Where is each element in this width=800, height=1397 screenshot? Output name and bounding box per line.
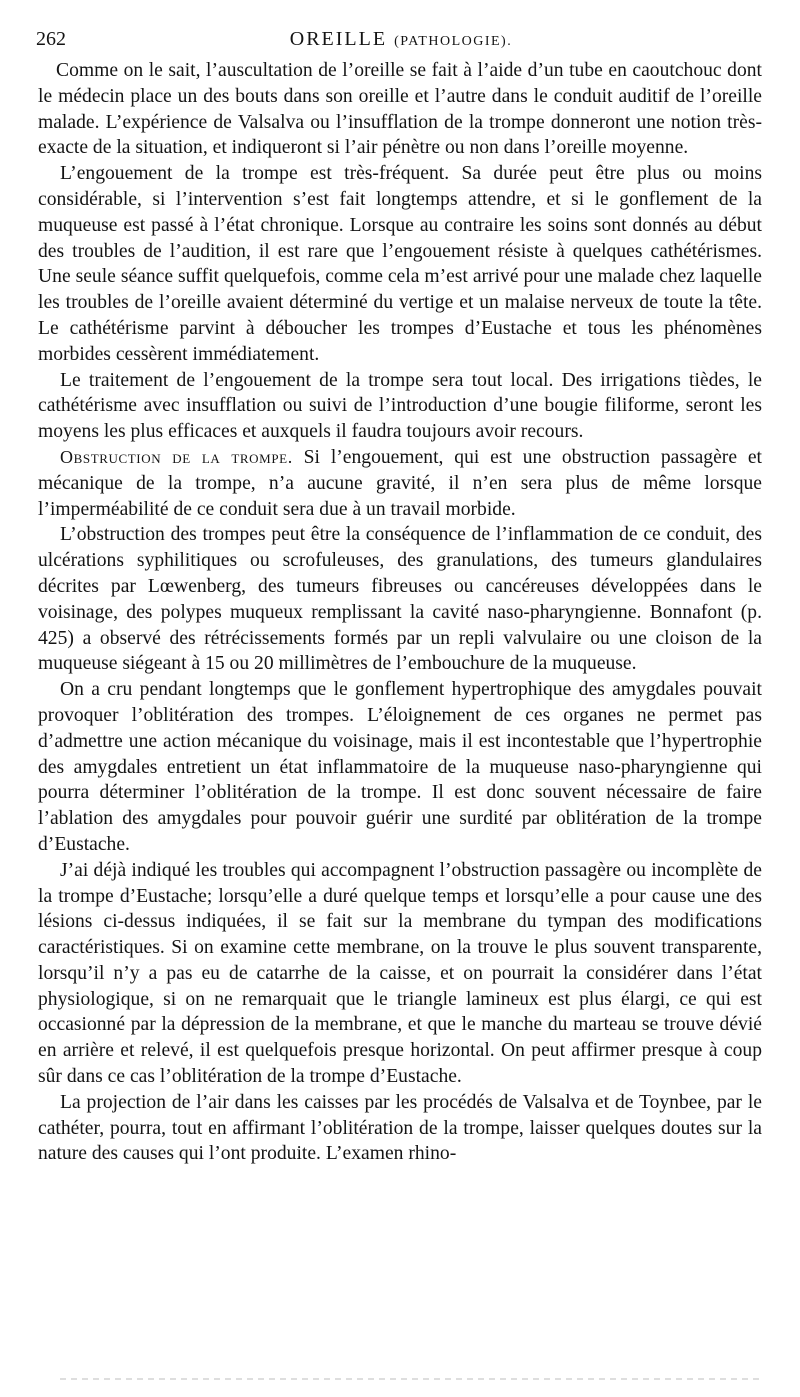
running-title-sub: (PATHOLOGIE).: [394, 34, 513, 49]
paragraph-auscultation: Comme on le sait, l’auscultation de l’oreille se fait à l’aide d’un tube en caoutchouc dont le médecin place un des bouts dans son oreille et l’autre dans le conduit auditif de l’oreille malade. L’expérience de Valsalva ou l’insufflation de la trompe donneront une notion très-exacte de la situation, et indiqueront si l’air pénètre ou non dans l’oreille moyenne.: [38, 60, 762, 159]
paragraph-amygdales: On a cru pendant longtemps que le gonflement hypertrophique des amygdales pouvait provoquer l’oblitération des trompes. L’éloignement de ces organes ne permet pas d’admettre une action mécanique du voisinage, mais il est incontestable que l’hypertrophie des amygdales entretient un état inflammatoire de la muqueuse naso-pharyngienne qui pourra déterminer l’oblitération de la trompe. Il est donc souvent nécessaire de faire l’ablation des amygdales pour pouvoir guérir une surdité par oblitération de la trompe d’Eustache.: [38, 679, 762, 855]
paragraph-engouement: L’engouement de la trompe est très-fréquent. Sa durée peut être plus ou moins considérable, si l’intervention s’est fait longtemps attendre, et si le gonflement de la muqueuse est passé à l’état chronique. Lorsque au contraire les soins sont donnés au début des troubles de l’audition, il est rare que l’engouement résiste à quelques cathétérismes. Une seule séance suffit quelquefois, comme cela m’est arrivé pour une malade chez laquelle les troubles de l’oreille avaient déterminé du vertige et un malaise nerveux de toute la tête. Le cathétérisme parvint à déboucher les trompes d’Eustache et tous les phénomènes morbides cessèrent immédiatement.: [38, 163, 762, 365]
section-intro-text: Si l’engouement, qui est une obstruction passagère et mécanique de la trompe, n’a aucune gravité, il n’en sera plus de même lorsque l’imperméabilité de ce conduit sera due à un travail morbide.: [38, 446, 762, 520]
paragraph-projection: La projection de l’air dans les caisses par les procédés de Valsalva et de Toynbee, par le cathéter, pourra, tout en affirmant l’oblitération de la trompe, laisser quelques doutes sur la nature des causes qui l’ont produite. L’examen rhino-: [38, 1091, 762, 1165]
section-heading: Obstruction de la trompe.: [60, 446, 293, 467]
running-title: [36, 28, 766, 51]
page-header: [36, 28, 766, 58]
page-number: 262: [36, 28, 66, 50]
bottom-scan-noise: [60, 1378, 760, 1380]
running-title-main: OREILLE: [289, 28, 388, 50]
paragraph-causes: L’obstruction des trompes peut être la conséquence de l’inflammation de ce conduit, des ulcérations syphilitiques ou scrofuleuses, des granulations, des tumeurs glandulaires décrites par Lœwenberg, des tumeurs fibreuses ou cancéreuses développées dans le voisinage, des polypes muqueux remplissant la cavité naso-pharyngienne. Bonnafont (p. 425) a observé des rétrécissements formés par un repli valvulaire ou une cloison de la muqueuse siégeant à 15 ou 20 millimètres de l’embouchure de la muqueuse.: [38, 524, 762, 675]
paragraph-tympan: J’ai déjà indiqué les troubles qui accompagnent l’obstruction passagère ou incomplète de la trompe d’Eustache; lorsqu’elle a duré quelque temps et lorsqu’elle a pour cause une des lésions ci-dessus indiquées, il se fait sur la membrane du tympan des modifications caractéristiques. Si on examine cette membrane, on la trouve le plus souvent transparente, lorsqu’il n’y a pas eu de catarrhe de la caisse, et on pourrait la considérer dans l’état physiologique, si on ne remarquait que le triangle lamineux est plus élargi, ce qui est occasionné par la dépression de la membrane, et que le manche du marteau se trouve dévié en arrière et relevé, il est quelquefois presque horizontal. On peut affirmer presque à coup sûr dans ce cas l’oblitération de la trompe d’Eustache.: [38, 859, 762, 1088]
paragraph-obstruction-intro: [38, 445, 762, 522]
paragraph-traitement: Le traitement de l’engouement de la trompe sera tout local. Des irrigations tièdes, le cathétérisme avec insufflation ou suivi de l’introduction d’une bougie filiforme, seront les moyens les plus efficaces et auxquels il faudra toujours avoir recours.: [38, 369, 762, 443]
body-text: [38, 58, 762, 1167]
